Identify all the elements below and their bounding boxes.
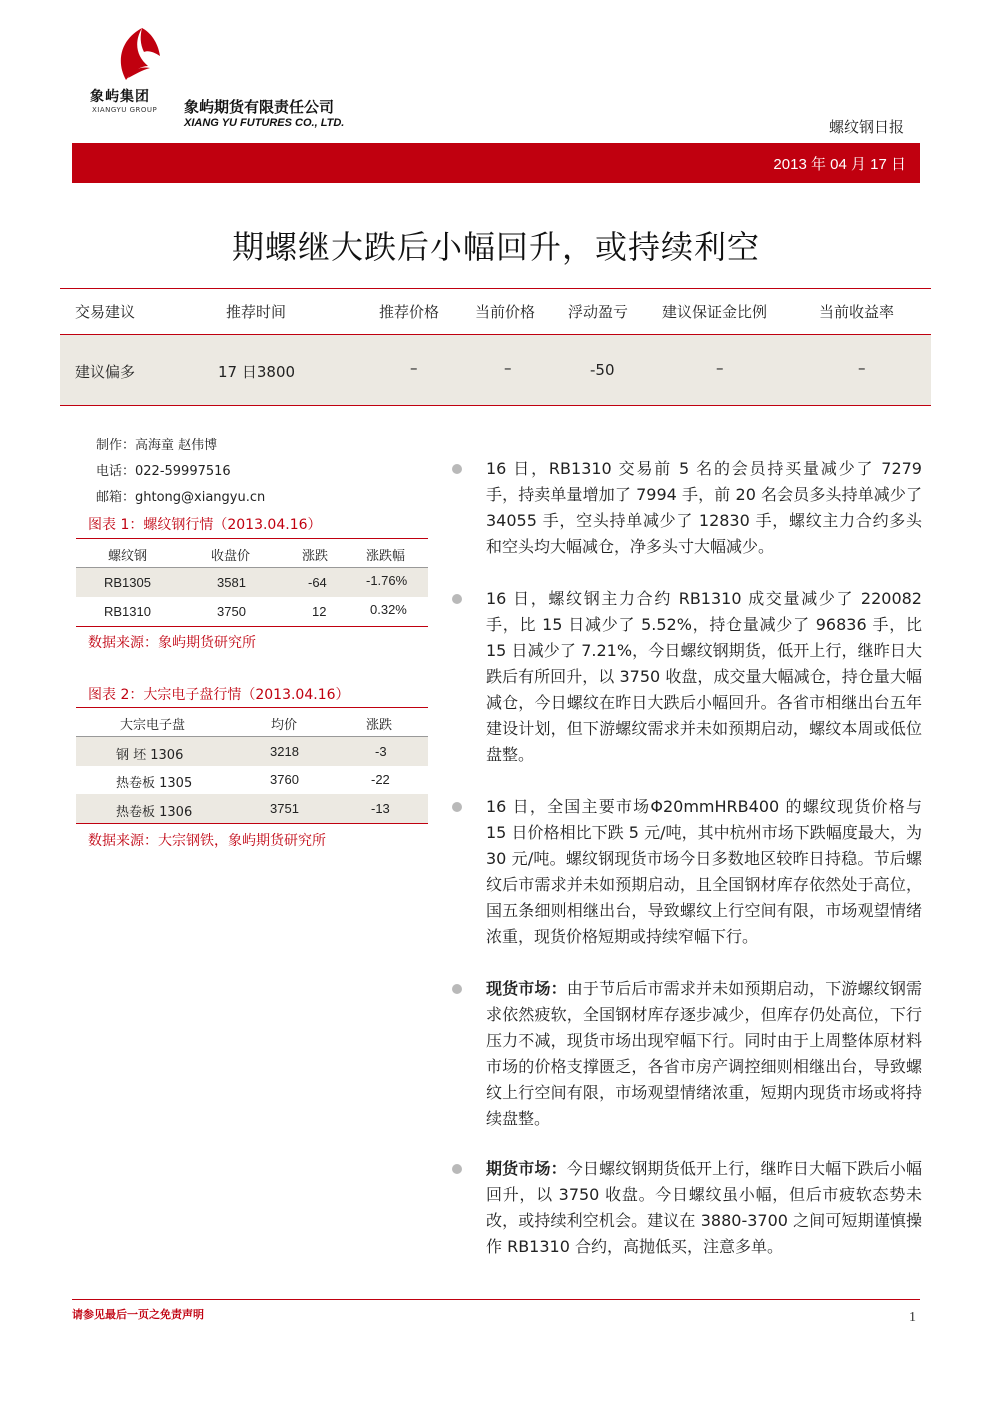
rec-cell-suggestion: 建议偏多 xyxy=(75,363,136,381)
table2-cell: 热卷板 1305 xyxy=(116,776,193,791)
paragraph-text: 由于节后后市需求并未如预期启动，下游螺纹钢需求依然疲软，全国钢材库存逐步减少，但库存仍处高位，下行压力不减，现货市场出现窄幅下行。同时由于上周整体原材料市场的价格支撑匮乏，各省市房产调控细则相继出台，导致螺纹上行空间有限，市场观望情绪浓重，短期内现货市场或将持续盘整。 xyxy=(486,979,922,1128)
page-number: 1 xyxy=(909,1310,916,1325)
table1-cell: RB1310 xyxy=(104,604,151,619)
paragraph-text: 16 日，螺纹钢主力合约 RB1310 成交量减少了 220082 手，比 15 日减少了 5.52%，持仓量减少了 96836 手，比 15 日减少了 7.21%，今日螺纹钢期货，低开上行，继昨日大跌后有所回升，以 3750 收盘，成交量大幅减仓，持仓量大幅减仓，今日螺纹在昨日大跌后小幅回升。各省市相继出台五年建设计划，但下游螺纹需求并未如预期启动，螺纹本周或低位盘整。 xyxy=(486,589,922,764)
rec-cell-current-price: – xyxy=(504,359,512,377)
table2-header-row xyxy=(76,708,428,736)
table2-header-cell: 涨跌 xyxy=(366,718,393,733)
paragraph-lead: 现货市场： xyxy=(486,979,567,998)
rec-header-cell: 建议保证金比例 xyxy=(662,303,768,321)
table2-source: 数据来源：大宗钢铁，象屿期货研究所 xyxy=(88,833,326,849)
rec-cell-time: 17 日3800 xyxy=(218,363,296,381)
table2-cell: 3218 xyxy=(270,744,299,759)
table1-header-cell: 螺纹钢 xyxy=(108,549,148,564)
rec-cell-pnl: -50 xyxy=(590,361,615,379)
paragraph-futures-market xyxy=(486,1156,922,1260)
paragraph-text: 今日螺纹钢期货低开上行，继昨日大幅下跌后小幅回升，以 3750 收盘。今日螺纹虽小幅，但后市疲软态势未改，或持续利空机会。建议在 3880-3700 之间可短期谨慎操作 RB1310 合约，高抛低买，注意多单。 xyxy=(486,1159,922,1256)
table2-bottom-rule xyxy=(76,823,428,824)
paragraph-positions xyxy=(486,456,922,560)
bullet-icon xyxy=(452,802,462,812)
report-date: 2013 年 04 月 17 日 xyxy=(773,156,906,173)
rec-header-cell: 浮动盈亏 xyxy=(568,303,629,321)
table1-header-cell: 涨跌 xyxy=(302,549,329,564)
table1-header-cell: 收盘价 xyxy=(211,549,251,564)
table1-cell: 3581 xyxy=(217,575,246,590)
author-email[interactable]: 邮箱：ghtong@xiangyu.cn xyxy=(96,490,266,505)
table2-cell: 3760 xyxy=(270,772,299,787)
report-type: 螺纹钢日报 xyxy=(828,118,904,136)
rec-table-bottom-rule xyxy=(60,405,931,406)
table1-cell: 0.32% xyxy=(370,602,407,617)
table1-header-row xyxy=(76,539,428,567)
rec-table-header xyxy=(60,289,931,334)
table2-cell: -22 xyxy=(371,772,390,787)
paragraph-spot-price xyxy=(486,794,922,950)
table1-cell: -64 xyxy=(308,575,327,590)
logo-text-en: XIANGYU GROUP xyxy=(92,106,158,114)
rec-header-cell: 当前收益率 xyxy=(819,303,895,321)
logo-text-cn: 象屿集团 xyxy=(90,89,150,105)
paragraph-lead: 期货市场： xyxy=(486,1159,567,1178)
table2-cell: -13 xyxy=(371,801,390,816)
table1-title: 图表 1：螺纹钢行情（2013.04.16） xyxy=(88,517,322,533)
company-logo-icon xyxy=(108,22,168,82)
paragraph-text: 16 日，RB1310 交易前 5 名的会员持买量减少了 7279 手，持卖单量增加了 7994 手，前 20 名会员多头持单减少了 34055 手，空头持单减少了 12830 手，螺纹主力合约多头和空头均大幅减仓，净多头寸大幅减少。 xyxy=(486,459,922,556)
bullet-icon xyxy=(452,1164,462,1174)
footer-disclaimer: 请参见最后一页之免责声明 xyxy=(72,1308,204,1321)
table1-cell: 3750 xyxy=(217,604,246,619)
paragraph-spot-market xyxy=(486,976,922,1132)
rec-header-cell: 交易建议 xyxy=(75,303,136,321)
footer-rule xyxy=(72,1299,920,1300)
bullet-icon xyxy=(452,594,462,604)
table-row xyxy=(76,737,428,766)
table-row xyxy=(76,794,428,823)
table1-source: 数据来源：象屿期货研究所 xyxy=(88,635,256,651)
table2-header-cell: 均价 xyxy=(271,718,298,733)
company-name-en: XIANG YU FUTURES CO., LTD. xyxy=(184,117,345,129)
rec-header-cell: 当前价格 xyxy=(475,303,536,321)
table2-cell: -3 xyxy=(375,744,387,759)
table2-title: 图表 2：大宗电子盘行情（2013.04.16） xyxy=(88,687,350,703)
rec-cell-price: – xyxy=(410,359,418,377)
rec-header-cell: 推荐时间 xyxy=(226,303,287,321)
table2-cell: 3751 xyxy=(270,801,299,816)
page-title: 期螺继大跌后小幅回升，或持续利空 xyxy=(231,228,760,266)
rec-table-row xyxy=(60,335,931,405)
table1-header-cell: 涨跌幅 xyxy=(366,549,406,564)
bullet-icon xyxy=(452,984,462,994)
author-makers: 制作：高海童 赵伟博 xyxy=(96,438,218,453)
paragraph-text: 16 日，全国主要市场Φ20mmHRB400 的螺纹现货价格与 15 日价格相比下跌 5 元/吨，其中杭州市场下跌幅度最大，为 30 元/吨。螺纹钢现货市场今日多数地区较昨日持稳。节后螺纹后市需求并未如预期启动，且全国钢材库存依然处于高位，国五条细则相继出台，导致螺纹上行空间有限，市场观望情绪浓重，现货价格短期或持续窄幅下行。 xyxy=(486,797,922,946)
table2-header-cell: 大宗电子盘 xyxy=(120,718,186,733)
rec-cell-margin: – xyxy=(716,359,724,377)
table1-bottom-rule xyxy=(76,626,428,627)
rec-cell-return: – xyxy=(858,359,866,377)
table-row xyxy=(76,597,428,626)
table1-cell: 12 xyxy=(312,604,327,619)
company-name-cn: 象屿期货有限责任公司 xyxy=(184,98,335,116)
table1-cell: -1.76% xyxy=(366,573,408,588)
table1-cell: RB1305 xyxy=(104,575,151,590)
table-row xyxy=(76,568,428,597)
bullet-icon xyxy=(452,464,462,474)
paragraph-volume xyxy=(486,586,922,768)
table-row xyxy=(76,766,428,794)
date-banner xyxy=(72,143,920,183)
rec-header-cell: 推荐价格 xyxy=(379,303,440,321)
table2-cell: 热卷板 1306 xyxy=(116,805,193,820)
table2-cell: 钢 坯 1306 xyxy=(116,748,184,763)
author-phone: 电话：022-59997516 xyxy=(96,464,231,479)
